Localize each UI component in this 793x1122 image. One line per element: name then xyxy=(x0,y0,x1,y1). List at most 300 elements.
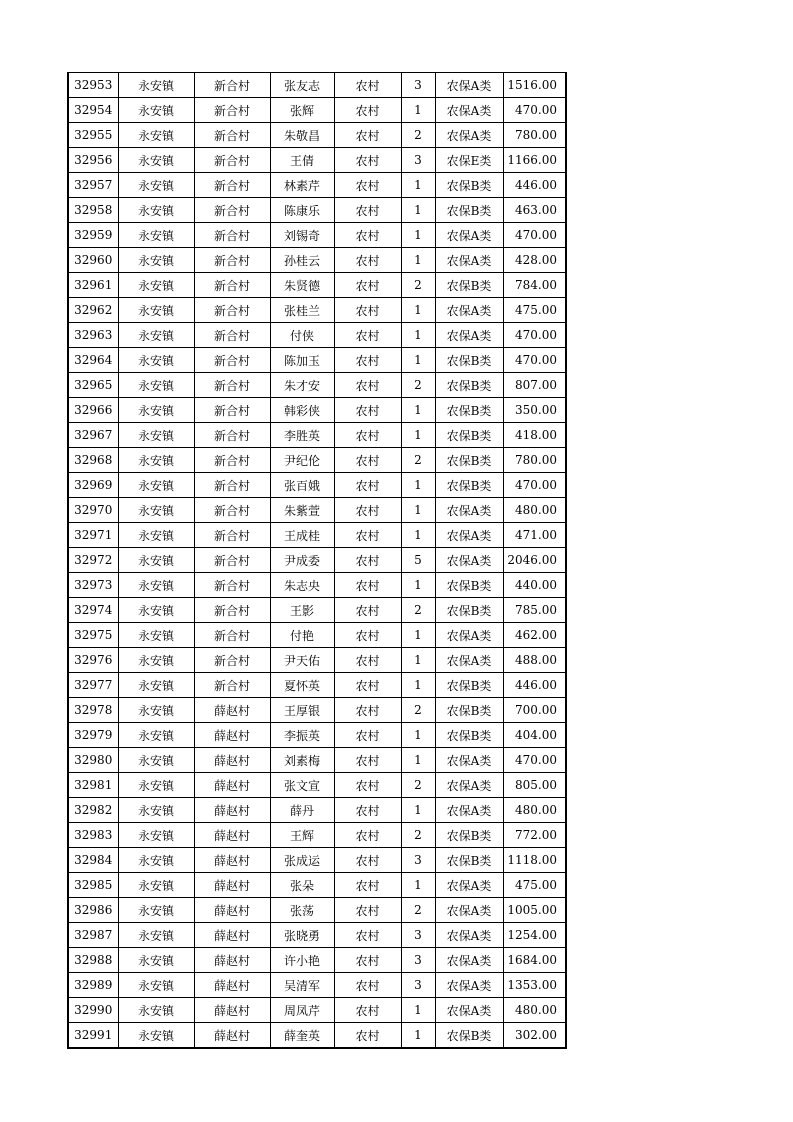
name-cell: 张桂兰 xyxy=(270,298,334,323)
member-count-cell: 1 xyxy=(401,648,435,673)
town-cell: 永安镇 xyxy=(118,173,194,198)
member-count-cell: 1 xyxy=(401,223,435,248)
household-type-cell: 农村 xyxy=(334,598,401,623)
town-cell: 永安镇 xyxy=(118,823,194,848)
amount-cell: 470.00 xyxy=(503,748,566,773)
table-row xyxy=(68,773,566,798)
table-row xyxy=(68,148,566,173)
category-cell: 农保A类 xyxy=(435,998,503,1023)
town-cell: 永安镇 xyxy=(118,898,194,923)
name-cell: 张荡 xyxy=(270,898,334,923)
member-count-cell: 1 xyxy=(401,1023,435,1049)
household-type-cell: 农村 xyxy=(334,973,401,998)
category-cell: 农保B类 xyxy=(435,848,503,873)
village-cell: 新合村 xyxy=(194,223,270,248)
category-cell: 农保A类 xyxy=(435,923,503,948)
village-cell: 新合村 xyxy=(194,673,270,698)
amount-cell: 1005.00 xyxy=(503,898,566,923)
record-id-cell: 32954 xyxy=(68,98,118,123)
household-type-cell: 农村 xyxy=(334,998,401,1023)
member-count-cell: 2 xyxy=(401,898,435,923)
member-count-cell: 1 xyxy=(401,723,435,748)
village-cell: 新合村 xyxy=(194,173,270,198)
amount-cell: 446.00 xyxy=(503,173,566,198)
table-row xyxy=(68,798,566,823)
name-cell: 付侠 xyxy=(270,323,334,348)
table-row xyxy=(68,573,566,598)
record-id-cell: 32987 xyxy=(68,923,118,948)
member-count-cell: 2 xyxy=(401,823,435,848)
household-type-cell: 农村 xyxy=(334,673,401,698)
member-count-cell: 1 xyxy=(401,998,435,1023)
table-row xyxy=(68,523,566,548)
member-count-cell: 3 xyxy=(401,848,435,873)
household-type-cell: 农村 xyxy=(334,698,401,723)
amount-cell: 1684.00 xyxy=(503,948,566,973)
member-count-cell: 1 xyxy=(401,498,435,523)
name-cell: 张辉 xyxy=(270,98,334,123)
table-row xyxy=(68,673,566,698)
member-count-cell: 1 xyxy=(401,873,435,898)
household-type-cell: 农村 xyxy=(334,373,401,398)
village-cell: 薛赵村 xyxy=(194,698,270,723)
town-cell: 永安镇 xyxy=(118,323,194,348)
household-type-cell: 农村 xyxy=(334,398,401,423)
member-count-cell: 1 xyxy=(401,423,435,448)
member-count-cell: 1 xyxy=(401,798,435,823)
table-row xyxy=(68,198,566,223)
category-cell: 农保B类 xyxy=(435,673,503,698)
member-count-cell: 1 xyxy=(401,573,435,598)
name-cell: 王倩 xyxy=(270,148,334,173)
member-count-cell: 1 xyxy=(401,298,435,323)
amount-cell: 470.00 xyxy=(503,98,566,123)
town-cell: 永安镇 xyxy=(118,148,194,173)
record-id-cell: 32964 xyxy=(68,348,118,373)
record-id-cell: 32970 xyxy=(68,498,118,523)
amount-cell: 463.00 xyxy=(503,198,566,223)
record-id-cell: 32959 xyxy=(68,223,118,248)
category-cell: 农保A类 xyxy=(435,798,503,823)
household-type-cell: 农村 xyxy=(334,873,401,898)
category-cell: 农保A类 xyxy=(435,748,503,773)
household-type-cell: 农村 xyxy=(334,248,401,273)
village-cell: 薛赵村 xyxy=(194,948,270,973)
record-id-cell: 32974 xyxy=(68,598,118,623)
amount-cell: 302.00 xyxy=(503,1023,566,1049)
table-row xyxy=(68,848,566,873)
town-cell: 永安镇 xyxy=(118,698,194,723)
table-row xyxy=(68,273,566,298)
amount-cell: 418.00 xyxy=(503,423,566,448)
town-cell: 永安镇 xyxy=(118,723,194,748)
amount-cell: 780.00 xyxy=(503,448,566,473)
town-cell: 永安镇 xyxy=(118,548,194,573)
table-row xyxy=(68,248,566,273)
amount-cell: 480.00 xyxy=(503,498,566,523)
table-row xyxy=(68,498,566,523)
name-cell: 张友志 xyxy=(270,73,334,98)
village-cell: 新合村 xyxy=(194,148,270,173)
name-cell: 周凤芹 xyxy=(270,998,334,1023)
town-cell: 永安镇 xyxy=(118,198,194,223)
table-row xyxy=(68,723,566,748)
household-type-cell: 农村 xyxy=(334,1023,401,1049)
village-cell: 新合村 xyxy=(194,598,270,623)
table-row xyxy=(68,73,566,98)
amount-cell: 780.00 xyxy=(503,123,566,148)
town-cell: 永安镇 xyxy=(118,498,194,523)
table-row xyxy=(68,448,566,473)
table-row xyxy=(68,823,566,848)
town-cell: 永安镇 xyxy=(118,273,194,298)
record-id-cell: 32969 xyxy=(68,473,118,498)
household-type-cell: 农村 xyxy=(334,223,401,248)
village-cell: 新合村 xyxy=(194,123,270,148)
amount-cell: 1353.00 xyxy=(503,973,566,998)
member-count-cell: 2 xyxy=(401,448,435,473)
table-row xyxy=(68,323,566,348)
record-id-cell: 32958 xyxy=(68,198,118,223)
name-cell: 张成运 xyxy=(270,848,334,873)
table-body xyxy=(68,73,566,1049)
table-row xyxy=(68,348,566,373)
amount-cell: 1254.00 xyxy=(503,923,566,948)
town-cell: 永安镇 xyxy=(118,373,194,398)
member-count-cell: 1 xyxy=(401,623,435,648)
member-count-cell: 5 xyxy=(401,548,435,573)
town-cell: 永安镇 xyxy=(118,798,194,823)
table-row xyxy=(68,898,566,923)
town-cell: 永安镇 xyxy=(118,773,194,798)
household-type-cell: 农村 xyxy=(334,773,401,798)
household-type-cell: 农村 xyxy=(334,423,401,448)
table-row xyxy=(68,923,566,948)
town-cell: 永安镇 xyxy=(118,98,194,123)
category-cell: 农保B类 xyxy=(435,473,503,498)
amount-cell: 488.00 xyxy=(503,648,566,673)
amount-cell: 350.00 xyxy=(503,398,566,423)
household-type-cell: 农村 xyxy=(334,523,401,548)
category-cell: 农保B类 xyxy=(435,198,503,223)
record-id-cell: 32963 xyxy=(68,323,118,348)
category-cell: 农保A类 xyxy=(435,973,503,998)
name-cell: 张朵 xyxy=(270,873,334,898)
category-cell: 农保A类 xyxy=(435,898,503,923)
household-type-cell: 农村 xyxy=(334,923,401,948)
household-type-cell: 农村 xyxy=(334,798,401,823)
member-count-cell: 3 xyxy=(401,923,435,948)
category-cell: 农保B类 xyxy=(435,823,503,848)
name-cell: 林素芹 xyxy=(270,173,334,198)
village-cell: 薛赵村 xyxy=(194,973,270,998)
name-cell: 朱志央 xyxy=(270,573,334,598)
table-row xyxy=(68,873,566,898)
town-cell: 永安镇 xyxy=(118,673,194,698)
household-type-cell: 农村 xyxy=(334,723,401,748)
household-type-cell: 农村 xyxy=(334,73,401,98)
village-cell: 新合村 xyxy=(194,98,270,123)
record-id-cell: 32957 xyxy=(68,173,118,198)
record-id-cell: 32962 xyxy=(68,298,118,323)
record-id-cell: 32981 xyxy=(68,773,118,798)
category-cell: 农保B类 xyxy=(435,398,503,423)
record-id-cell: 32982 xyxy=(68,798,118,823)
record-id-cell: 32988 xyxy=(68,948,118,973)
town-cell: 永安镇 xyxy=(118,623,194,648)
amount-cell: 404.00 xyxy=(503,723,566,748)
member-count-cell: 2 xyxy=(401,773,435,798)
table-row xyxy=(68,598,566,623)
amount-cell: 2046.00 xyxy=(503,548,566,573)
amount-cell: 428.00 xyxy=(503,248,566,273)
town-cell: 永安镇 xyxy=(118,423,194,448)
amount-cell: 700.00 xyxy=(503,698,566,723)
village-cell: 新合村 xyxy=(194,448,270,473)
member-count-cell: 2 xyxy=(401,273,435,298)
member-count-cell: 1 xyxy=(401,398,435,423)
category-cell: 农保A类 xyxy=(435,523,503,548)
village-cell: 新合村 xyxy=(194,473,270,498)
table-row xyxy=(68,373,566,398)
name-cell: 尹天佑 xyxy=(270,648,334,673)
record-id-cell: 32956 xyxy=(68,148,118,173)
town-cell: 永安镇 xyxy=(118,473,194,498)
village-cell: 新合村 xyxy=(194,498,270,523)
name-cell: 王辉 xyxy=(270,823,334,848)
amount-cell: 470.00 xyxy=(503,223,566,248)
town-cell: 永安镇 xyxy=(118,1023,194,1049)
village-cell: 薛赵村 xyxy=(194,998,270,1023)
category-cell: 农保B类 xyxy=(435,573,503,598)
category-cell: 农保A类 xyxy=(435,123,503,148)
village-cell: 薛赵村 xyxy=(194,873,270,898)
household-type-cell: 农村 xyxy=(334,548,401,573)
town-cell: 永安镇 xyxy=(118,598,194,623)
category-cell: 农保E类 xyxy=(435,148,503,173)
name-cell: 张百娥 xyxy=(270,473,334,498)
record-id-cell: 32971 xyxy=(68,523,118,548)
amount-cell: 784.00 xyxy=(503,273,566,298)
household-type-cell: 农村 xyxy=(334,323,401,348)
household-type-cell: 农村 xyxy=(334,948,401,973)
record-id-cell: 32975 xyxy=(68,623,118,648)
table-row xyxy=(68,173,566,198)
town-cell: 永安镇 xyxy=(118,448,194,473)
record-id-cell: 32985 xyxy=(68,873,118,898)
table-row xyxy=(68,473,566,498)
category-cell: 农保A类 xyxy=(435,648,503,673)
town-cell: 永安镇 xyxy=(118,948,194,973)
table-row xyxy=(68,698,566,723)
member-count-cell: 1 xyxy=(401,673,435,698)
table-row xyxy=(68,998,566,1023)
amount-cell: 462.00 xyxy=(503,623,566,648)
record-id-cell: 32991 xyxy=(68,1023,118,1049)
amount-cell: 1166.00 xyxy=(503,148,566,173)
name-cell: 张文宣 xyxy=(270,773,334,798)
category-cell: 农保B类 xyxy=(435,273,503,298)
category-cell: 农保A类 xyxy=(435,623,503,648)
record-id-cell: 32955 xyxy=(68,123,118,148)
member-count-cell: 3 xyxy=(401,973,435,998)
amount-cell: 785.00 xyxy=(503,598,566,623)
category-cell: 农保A类 xyxy=(435,248,503,273)
household-type-cell: 农村 xyxy=(334,448,401,473)
village-cell: 薛赵村 xyxy=(194,773,270,798)
record-id-cell: 32973 xyxy=(68,573,118,598)
table-row xyxy=(68,748,566,773)
village-cell: 薛赵村 xyxy=(194,798,270,823)
amount-cell: 807.00 xyxy=(503,373,566,398)
household-type-cell: 农村 xyxy=(334,173,401,198)
village-cell: 薛赵村 xyxy=(194,1023,270,1049)
table-row xyxy=(68,298,566,323)
record-id-cell: 32965 xyxy=(68,373,118,398)
village-cell: 新合村 xyxy=(194,323,270,348)
name-cell: 夏怀英 xyxy=(270,673,334,698)
town-cell: 永安镇 xyxy=(118,123,194,148)
category-cell: 农保A类 xyxy=(435,223,503,248)
amount-cell: 470.00 xyxy=(503,348,566,373)
record-id-cell: 32977 xyxy=(68,673,118,698)
name-cell: 吴清军 xyxy=(270,973,334,998)
record-id-cell: 32953 xyxy=(68,73,118,98)
table-row xyxy=(68,623,566,648)
household-type-cell: 农村 xyxy=(334,298,401,323)
member-count-cell: 1 xyxy=(401,248,435,273)
village-cell: 新合村 xyxy=(194,273,270,298)
category-cell: 农保A类 xyxy=(435,98,503,123)
member-count-cell: 2 xyxy=(401,598,435,623)
household-type-cell: 农村 xyxy=(334,198,401,223)
category-cell: 农保B类 xyxy=(435,423,503,448)
member-count-cell: 1 xyxy=(401,473,435,498)
village-cell: 新合村 xyxy=(194,248,270,273)
household-type-cell: 农村 xyxy=(334,348,401,373)
name-cell: 刘锡奇 xyxy=(270,223,334,248)
village-cell: 新合村 xyxy=(194,423,270,448)
name-cell: 李振英 xyxy=(270,723,334,748)
name-cell: 尹纪伦 xyxy=(270,448,334,473)
amount-cell: 480.00 xyxy=(503,798,566,823)
name-cell: 刘素梅 xyxy=(270,748,334,773)
name-cell: 朱才安 xyxy=(270,373,334,398)
town-cell: 永安镇 xyxy=(118,923,194,948)
name-cell: 王影 xyxy=(270,598,334,623)
town-cell: 永安镇 xyxy=(118,573,194,598)
town-cell: 永安镇 xyxy=(118,998,194,1023)
amount-cell: 475.00 xyxy=(503,873,566,898)
amount-cell: 475.00 xyxy=(503,298,566,323)
amount-cell: 471.00 xyxy=(503,523,566,548)
town-cell: 永安镇 xyxy=(118,223,194,248)
record-id-cell: 32960 xyxy=(68,248,118,273)
category-cell: 农保A类 xyxy=(435,73,503,98)
village-cell: 新合村 xyxy=(194,298,270,323)
amount-cell: 446.00 xyxy=(503,673,566,698)
table-row xyxy=(68,223,566,248)
village-cell: 新合村 xyxy=(194,548,270,573)
amount-cell: 805.00 xyxy=(503,773,566,798)
category-cell: 农保A类 xyxy=(435,548,503,573)
category-cell: 农保B类 xyxy=(435,598,503,623)
name-cell: 朱贤德 xyxy=(270,273,334,298)
household-type-cell: 农村 xyxy=(334,473,401,498)
category-cell: 农保A类 xyxy=(435,498,503,523)
category-cell: 农保A类 xyxy=(435,298,503,323)
category-cell: 农保A类 xyxy=(435,948,503,973)
household-type-cell: 农村 xyxy=(334,748,401,773)
member-count-cell: 1 xyxy=(401,98,435,123)
member-count-cell: 2 xyxy=(401,123,435,148)
member-count-cell: 1 xyxy=(401,323,435,348)
table-row xyxy=(68,398,566,423)
record-id-cell: 32972 xyxy=(68,548,118,573)
member-count-cell: 3 xyxy=(401,948,435,973)
member-count-cell: 1 xyxy=(401,348,435,373)
amount-cell: 480.00 xyxy=(503,998,566,1023)
household-type-cell: 农村 xyxy=(334,98,401,123)
household-type-cell: 农村 xyxy=(334,148,401,173)
village-cell: 薛赵村 xyxy=(194,848,270,873)
member-count-cell: 2 xyxy=(401,373,435,398)
village-cell: 薛赵村 xyxy=(194,898,270,923)
household-type-cell: 农村 xyxy=(334,648,401,673)
town-cell: 永安镇 xyxy=(118,973,194,998)
table-row xyxy=(68,648,566,673)
table-row xyxy=(68,973,566,998)
record-id-cell: 32986 xyxy=(68,898,118,923)
household-type-cell: 农村 xyxy=(334,823,401,848)
amount-cell: 470.00 xyxy=(503,473,566,498)
record-id-cell: 32989 xyxy=(68,973,118,998)
member-count-cell: 3 xyxy=(401,73,435,98)
record-id-cell: 32979 xyxy=(68,723,118,748)
household-type-cell: 农村 xyxy=(334,623,401,648)
name-cell: 薛奎英 xyxy=(270,1023,334,1049)
member-count-cell: 1 xyxy=(401,173,435,198)
name-cell: 薛丹 xyxy=(270,798,334,823)
amount-cell: 1118.00 xyxy=(503,848,566,873)
town-cell: 永安镇 xyxy=(118,648,194,673)
record-id-cell: 32990 xyxy=(68,998,118,1023)
member-count-cell: 3 xyxy=(401,148,435,173)
household-type-cell: 农村 xyxy=(334,573,401,598)
village-cell: 新合村 xyxy=(194,73,270,98)
name-cell: 韩彩侠 xyxy=(270,398,334,423)
category-cell: 农保A类 xyxy=(435,873,503,898)
amount-cell: 470.00 xyxy=(503,323,566,348)
table-row xyxy=(68,123,566,148)
member-count-cell: 1 xyxy=(401,748,435,773)
name-cell: 付艳 xyxy=(270,623,334,648)
village-cell: 新合村 xyxy=(194,348,270,373)
village-cell: 新合村 xyxy=(194,523,270,548)
village-cell: 薛赵村 xyxy=(194,823,270,848)
village-cell: 薛赵村 xyxy=(194,923,270,948)
name-cell: 李胜英 xyxy=(270,423,334,448)
table-row xyxy=(68,548,566,573)
name-cell: 尹成委 xyxy=(270,548,334,573)
village-cell: 新合村 xyxy=(194,398,270,423)
amount-cell: 772.00 xyxy=(503,823,566,848)
name-cell: 张晓勇 xyxy=(270,923,334,948)
name-cell: 陈康乐 xyxy=(270,198,334,223)
household-type-cell: 农村 xyxy=(334,273,401,298)
village-cell: 新合村 xyxy=(194,373,270,398)
table-row xyxy=(68,98,566,123)
